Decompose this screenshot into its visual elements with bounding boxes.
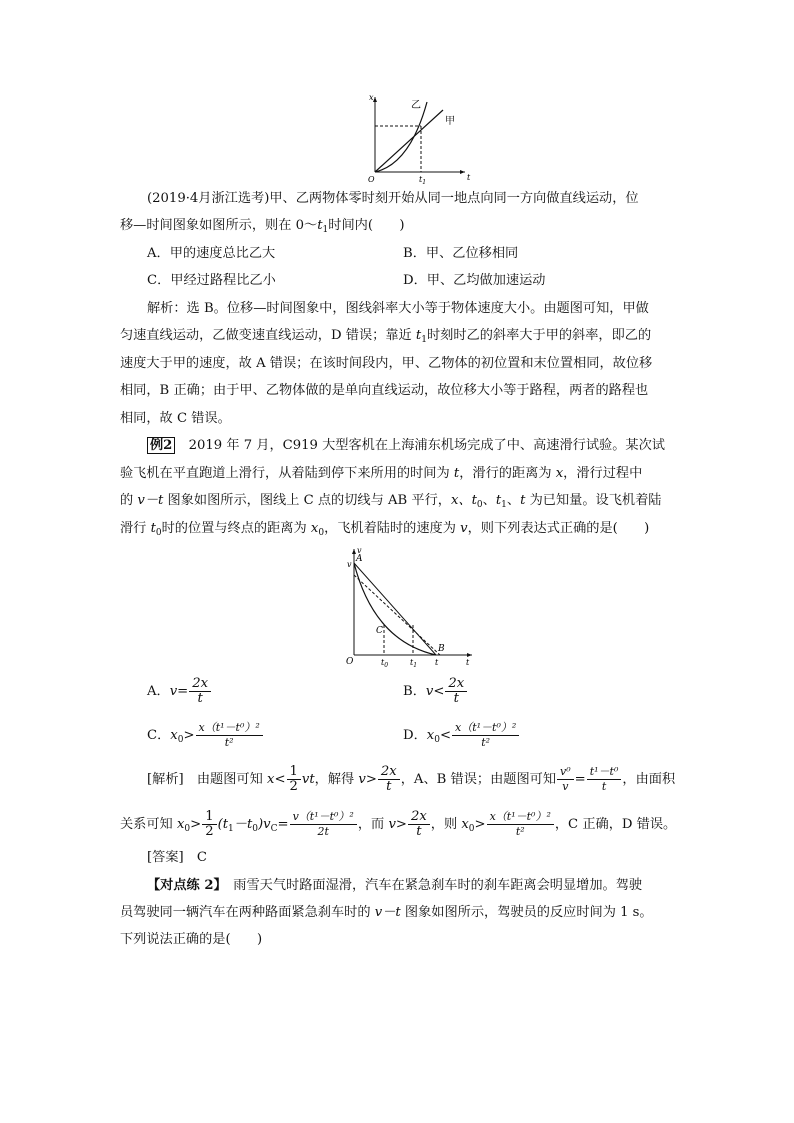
q1-analysis-line4: 相同，B 正确；由于甲、乙物体做的是单向直线运动，故位移大小等于路程，两者的路程也 [120,383,649,398]
q1-analysis-line2: 匀速直线运动，乙做变速直线运动，D 错误；靠近 $t_1$时刻时乙的斜率大于甲的斜率，即乙的 [120,328,652,345]
ex2-option-b: B．v< $\frac{2x}{t}$ [403,677,468,706]
vt-origin-label: O [346,657,354,667]
vt-t-label: t [435,658,439,667]
q1-option-d: D．甲、乙均做加速运动 [403,273,546,288]
vt-t1-label: $t_1$ [410,658,418,667]
q1-analysis-line5: 相同，故 C 错误。 [120,411,231,426]
ex2-line1: 例2 2019 年 7 月，C919 大型客机在上海浦东机场完成了中、高速滑行试验。某次试 [147,436,665,456]
vt-t-axis-label: t [466,658,470,667]
q1-analysis-line3: 速度大于甲的速度，故 A 错误；在该时间段内，甲、乙物体的初位置和末位置相同，故位移 [120,356,653,371]
vt-v-axis-label: v [357,546,362,555]
q1-option-a: A．甲的速度总比乙大 [147,246,276,261]
ex2-analysis-line2: 关系可知 $x_0>$ $\frac{1}{2}$ $(t_1-t_0)v_C=$ $\frac{\text{v（t¹－t⁰）²}}{2t}$ ，而 v> $\frac{2x}{t}$ ，则 $x_0>$ $\frac{\text{x（t¹－t⁰）²}}{\text{t²}}$ ，C 正确，D 错误。 [120,809,677,839]
xt-t1-label: $t_1$ [419,175,427,184]
drill2-line3: 下列说法正确的是( ) [120,932,263,947]
ex2-answer: [答案] C [147,850,207,865]
xt-jia-label: 甲 [445,116,455,127]
xt-x-axis-label: x [369,93,374,102]
ex2-line2: 验飞机在平直跑道上滑行，从着陆到停下来所用的时间为 t，滑行的距离为 x，滑行过程中 [120,466,643,481]
ex2-option-d: D．$x_0<$ $\frac{\text{x（t¹－t⁰）²}}{\text{t²}}$ [403,721,520,750]
q1-analysis-line1: 解析：选 B。位移—时间图象中，图线斜率大小等于物体速度大小。由题图可知，甲做 [147,301,649,316]
drill2-line2: 员驾驶同一辆汽车在两种路面紧急刹车时的 v－t 图象如图所示，驾驶员的反应时间为 1 s。 [120,905,653,920]
xt-yi-label: 乙 [411,100,421,111]
ex2-option-c: C．$x_0>$ $\frac{\text{x（t¹－t⁰）²}}{\text{t²}}$ [147,721,264,750]
xt-graph [365,92,475,184]
vt-graph [340,545,480,667]
drill2-line1: 【对点练 2】 雨雪天气时路面湿滑，汽车在紧急刹车时的刹车距离会明显增加。驾驶 [147,878,643,893]
ex2-line4: 滑行 $t_0$时的位置与终点的距离为 $x_0$，飞机着陆时的速度为 v，则下列表达式正确的是( ) [120,521,650,538]
vt-point-c: C [376,626,383,636]
vt-point-b: B [438,644,445,654]
xt-origin-label: O [368,175,375,184]
ex2-option-a: A．v= $\frac{2x}{t}$ [147,677,212,706]
xt-t-axis-label: t [467,173,471,182]
q1-stem-line1: (2019·4月浙江选考)甲、乙两物体零时刻开始从同一地点向同一方向做直线运动，位 [147,191,639,206]
vt-point-a: A [356,554,363,564]
ex2-analysis-line1: [解析] 由题图可知 x< $\frac{1}{2}$ vt，解得 v> $\frac{2x}{t}$ ，A、B 错误；由题图可知 $\frac{\text{v⁰}}{v}$ = $\frac{\text{t¹－t⁰}}{t}$ ，由面积 [147,764,676,794]
q1-option-c: C．甲经过路程比乙小 [147,273,276,288]
vt-v0-label: v [347,560,352,569]
q1-stem-line2: 移—时间图象如图所示，则在 $0\sim t_1$时间内( ) [120,218,405,235]
ex2-line3: 的 v－t 图象如图所示，图线上 C 点的切线与 AB 平行，x、$t_0$、$t_1$、t 为已知量。设飞机着陆 [120,493,662,510]
ex2-tag: 例2 [147,437,175,454]
q1-option-b: B．甲、乙位移相同 [403,246,519,261]
vt-t0-label: $t_0$ [381,658,389,667]
